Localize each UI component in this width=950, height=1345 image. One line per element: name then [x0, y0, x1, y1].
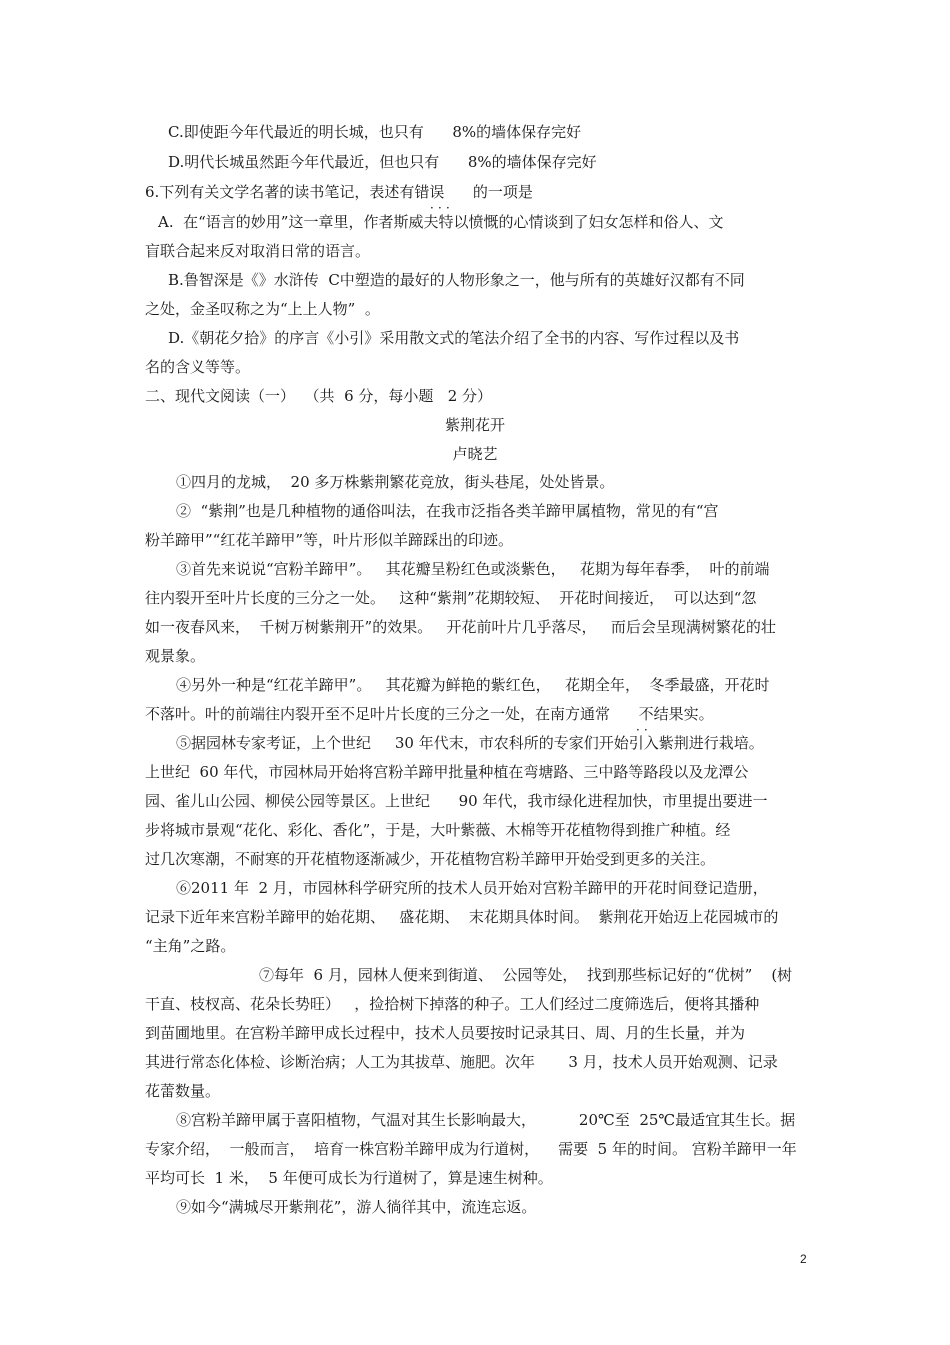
paragraph-7-line3: 到苗圃地里。在宫粉羊蹄甲成长过程中，技术人员要按时记录其日、周、月的生长量，并为	[145, 1024, 746, 1042]
paragraph-4-line1: ④另外一种是“红花羊蹄甲”。 其花瓣为鲜艳的紫红色， 花期全年， 冬季最盛，开花时	[176, 676, 770, 694]
paragraph-5-line1: ⑤据园林专家考证，上个世纪 30 年代末，市农科所的专家们开始引入紫荆进行栽培。	[176, 734, 764, 752]
page-number: 2	[800, 1252, 807, 1266]
option-b-line1: B.鲁智深是《》水浒传 C中塑造的最好的人物形象之一，他与所有的英雄好汉都有不同	[168, 271, 745, 289]
option-b-line2: 之处，金圣叹称之为“上上人物” 。	[145, 300, 380, 318]
option-d2-line1: D.《朝花夕拾》的序言《小引》采用散文式的笔法介绍了全书的内容、写作过程以及书	[168, 329, 740, 347]
paragraph-6-line3: “主角”之路。	[145, 937, 236, 955]
paragraph-8-line3: 平均可长 1 米， 5 年便可成长为行道树了，算是速生树种。	[145, 1169, 553, 1187]
paragraph-8-line2: 专家介绍， 一般而言， 培育一株宫粉羊蹄甲成为行道树， 需要 5 年的时间。 宫粉羊蹄甲一年	[145, 1140, 797, 1158]
article-title: 紫荆花开	[444, 416, 505, 434]
paragraph-8-line1: ⑧宫粉羊蹄甲属于喜阳植物，气温对其生长影响最大， 20℃至 25℃最适宜其生长。据	[176, 1111, 796, 1129]
paragraph-5-line3: 园、雀儿山公园、柳侯公园等景区。上世纪 90 年代，我市绿化进程加快，市里提出要进一	[145, 792, 768, 810]
paragraph-7-line5: 花蕾数量。	[145, 1082, 221, 1100]
option-d2-line2: 名的含义等等。	[145, 358, 251, 376]
paragraph-3-line2: 往内裂开至叶片长度的三分之一处。 这种“紫荆”花期较短、 开花时间接近， 可以达到“忽	[145, 589, 757, 607]
paragraph-6-line2: 记录下近年来宫粉羊蹄甲的始花期、 盛花期、 末花期具体时间。 紫荆花开始迈上花园城市的	[145, 908, 779, 926]
paragraph-6-line1: ⑥2011 年 2 月，市园林科学研究所的技术人员开始对宫粉羊蹄甲的开花时间登记造册，	[176, 879, 768, 897]
paragraph-7-line1: ⑦每年 6 月，园林人便来到街道、 公园等处， 找到那些标记好的“优树” (树	[259, 966, 793, 984]
paragraph-1: ①四月的龙城， 20 多万株紫荆繁花竞放，街头巷尾，处处皆景。	[176, 473, 615, 491]
paragraph-3-line3: 如一夜春风来， 千树万树紫荆开”的效果。 开花前叶片几乎落尽， 而后会呈现满树繁花的壮	[145, 618, 776, 636]
paragraph-3-line1: ③首先来说说“宫粉羊蹄甲”。 其花瓣呈粉红色或淡紫色， 花期为每年春季， 叶的前端	[176, 560, 770, 578]
paragraph-9: ⑨如今“满城尽开紫荆花”，游人徜徉其中，流连忘返。	[176, 1198, 537, 1216]
article-author: 卢晓艺	[452, 445, 498, 463]
option-a-line1: A. 在“语言的妙用”这一章里，作者斯威夫特以愤慨的心情谈到了妇女怎样和俗人、文	[158, 213, 724, 231]
paragraph-2-line1: ② “紫荆”也是几种植物的通俗叫法，在我市泛指各类羊蹄甲属植物，常见的有“宫	[176, 502, 719, 520]
emphasis-dots-2: ．．	[636, 719, 659, 733]
option-c: C.即使距今年代最近的明长城，也只有 8%的墙体保存完好	[168, 123, 582, 141]
emphasis-dots: ．．．	[430, 197, 461, 211]
paragraph-5-line4: 步将城市景观“花化、彩化、香化”，于是，大叶紫薇、木棉等开花植物得到推广种植。经	[145, 821, 731, 839]
paragraph-2-line2: 粉羊蹄甲”“红花羊蹄甲”等，叶片形似羊蹄踩出的印迹。	[145, 531, 514, 549]
question-6: 6.下列有关文学名著的读书笔记，表述有错误 的一项是	[145, 183, 533, 201]
paragraph-7-line2: 干直、枝杈高、花朵长势旺） ，捡拾树下掉落的种子。工人们经过二度筛选后，便将其播种	[145, 995, 760, 1013]
option-d: D.明代长城虽然距今年代最近，但也只有 8%的墙体保存完好	[168, 153, 597, 171]
paragraph-7-line4: 其进行常态化体检、诊断治病；人工为其拔草、施肥。次年 3 月，技术人员开始观测、记录	[145, 1053, 778, 1071]
section-heading: 二、现代文阅读（一） （共 6 分，每小题 2 分）	[145, 387, 493, 405]
option-a-line2: 盲联合起来反对取消日常的语言。	[145, 242, 371, 260]
paragraph-4-line2: 不落叶。叶的前端往内裂开至不足叶片长度的三分之一处，在南方通常 不结果实。	[145, 705, 714, 723]
paragraph-3-line4: 观景象。	[145, 647, 206, 665]
paragraph-5-line2: 上世纪 60 年代，市园林局开始将宫粉羊蹄甲批量种植在弯塘路、三中路等路段以及龙潭公	[145, 763, 749, 781]
paragraph-5-line5: 过几次寒潮，不耐寒的开花植物逐渐减少，开花植物宫粉羊蹄甲开始受到更多的关注。	[145, 850, 716, 868]
